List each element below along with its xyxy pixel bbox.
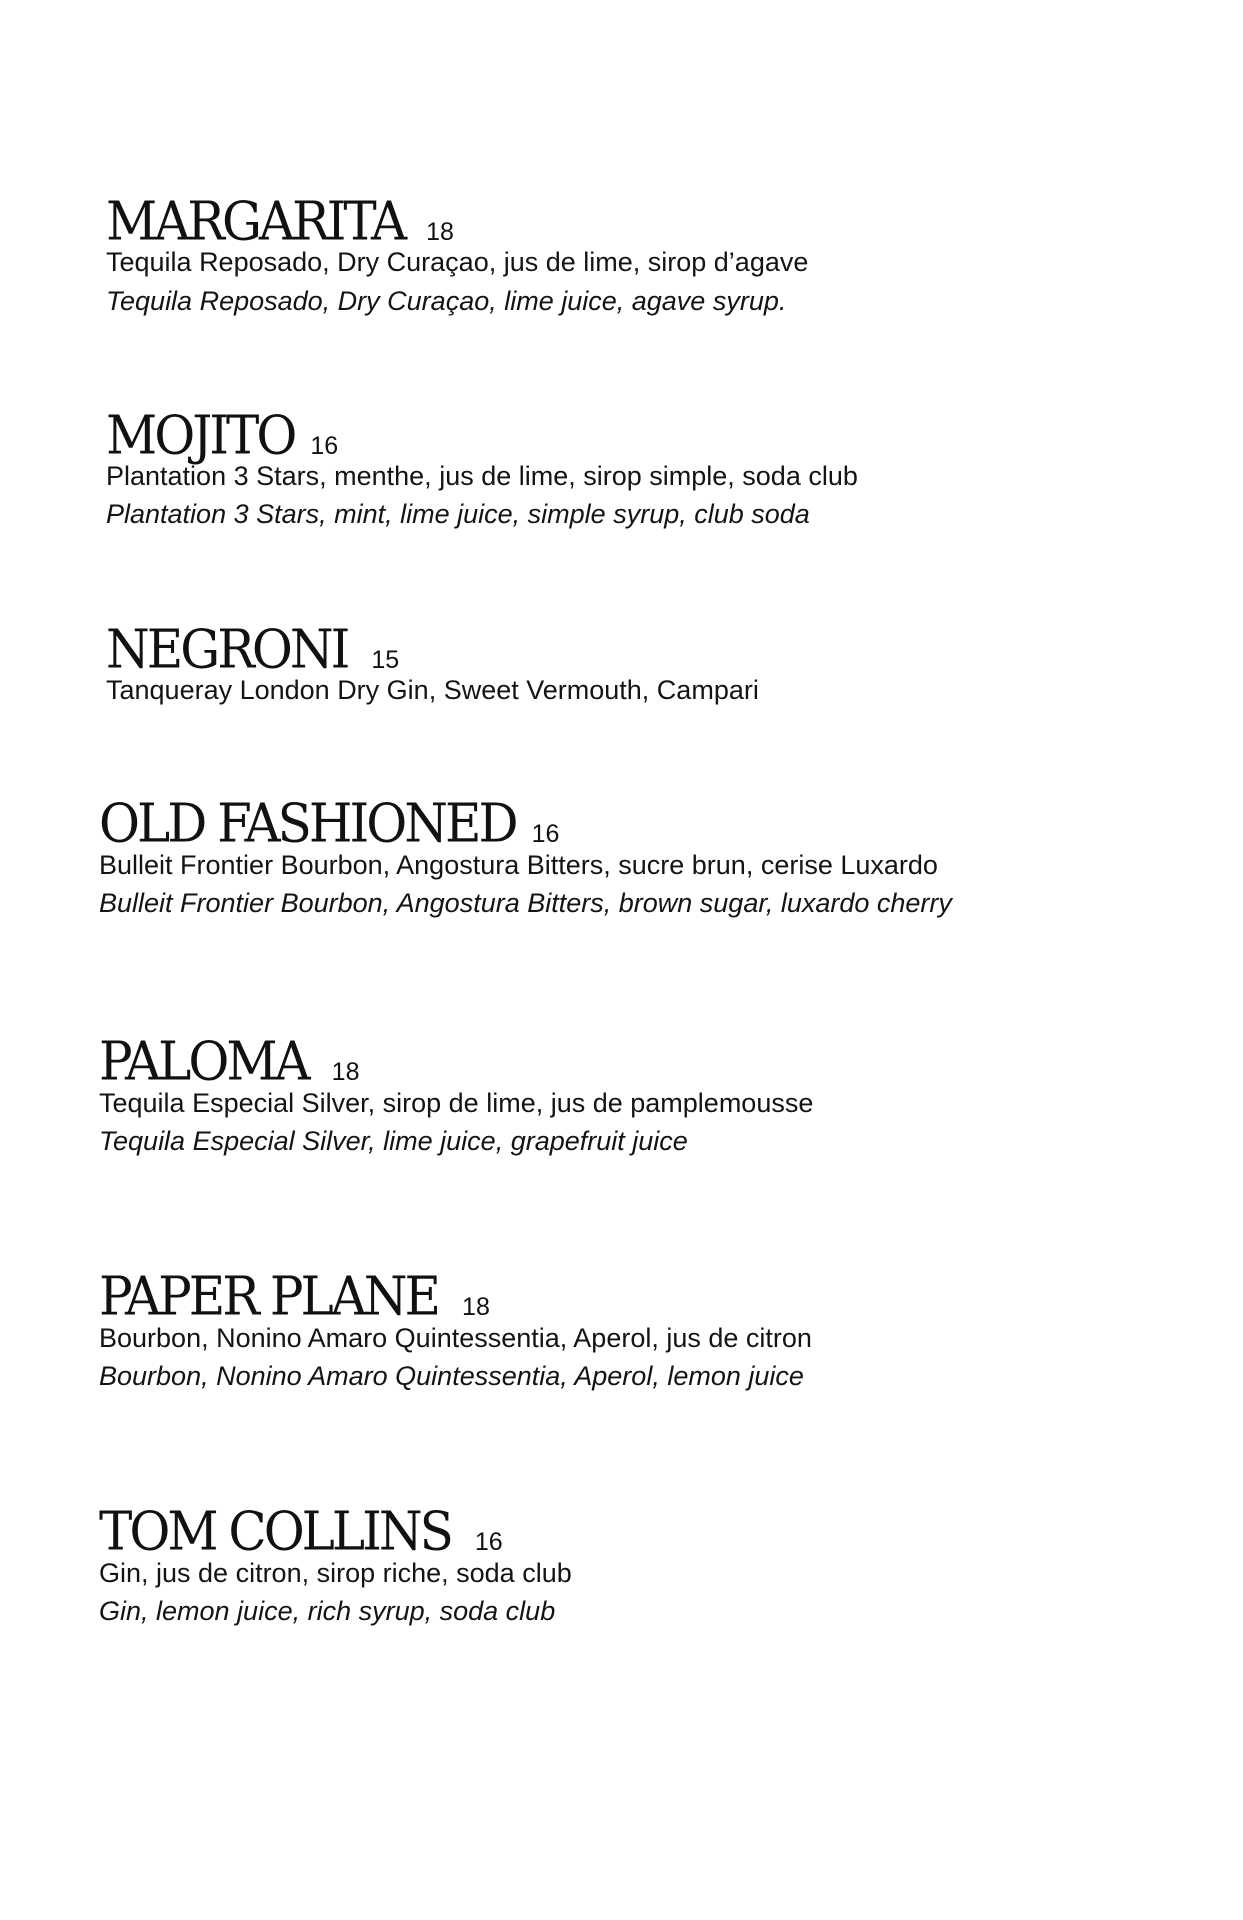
description-english: Gin, lemon juice, rich syrup, soda club	[99, 1596, 556, 1626]
description-french: Bulleit Frontier Bourbon, Angostura Bitters, sucre brun, cerise Luxardo	[99, 850, 938, 880]
description-french: Bourbon, Nonino Amaro Quintessentia, Aperol, jus de citron	[99, 1323, 812, 1353]
menu-item-title-row	[106, 190, 454, 253]
menu-item-title-row	[106, 618, 400, 681]
description-english: Bourbon, Nonino Amaro Quintessentia, Aperol, lemon juice	[99, 1361, 804, 1391]
cocktail-name: TOM COLLINS	[99, 1500, 451, 1563]
cocktail-price: 18	[331, 1058, 360, 1086]
cocktail-price: 18	[462, 1293, 490, 1321]
description-french: Tequila Reposado, Dry Curaçao, jus de lime, sirop d’agave	[106, 247, 809, 277]
description-french: Tequila Especial Silver, sirop de lime, jus de pamplemousse	[99, 1088, 814, 1118]
cocktail-name: NEGRONI	[106, 618, 348, 681]
description-english: Tequila Especial Silver, lime juice, grapefruit juice	[99, 1126, 688, 1156]
description-english: Bulleit Frontier Bourbon, Angostura Bitters, brown sugar, luxardo cherry	[99, 888, 952, 918]
cocktail-name: MOJITO	[106, 404, 295, 467]
cocktail-price: 15	[371, 646, 400, 674]
menu-item-title-row	[99, 1030, 360, 1093]
menu-item-title-row	[106, 404, 339, 467]
menu-item-title-row	[99, 1265, 490, 1328]
description-english: Tequila Reposado, Dry Curaçao, lime juice, agave syrup.	[106, 286, 787, 316]
cocktail-price: 16	[310, 432, 339, 460]
menu-item-title-row	[99, 792, 560, 855]
cocktail-name: PAPER PLANE	[99, 1265, 439, 1328]
description-french: Tanqueray London Dry Gin, Sweet Vermouth, Campari	[106, 675, 759, 705]
description-english: Plantation 3 Stars, mint, lime juice, simple syrup, club soda	[106, 499, 810, 529]
cocktail-name: MARGARITA	[106, 190, 405, 253]
description-french: Gin, jus de citron, sirop riche, soda club	[99, 1558, 572, 1588]
description-french: Plantation 3 Stars, menthe, jus de lime, sirop simple, soda club	[106, 461, 858, 491]
cocktail-price: 16	[474, 1528, 503, 1556]
menu-item-title-row	[99, 1500, 503, 1563]
cocktail-name: PALOMA	[99, 1030, 308, 1093]
cocktail-price: 18	[426, 218, 454, 246]
cocktail-price: 16	[531, 820, 560, 848]
cocktail-name: OLD FASHIONED	[99, 792, 516, 855]
